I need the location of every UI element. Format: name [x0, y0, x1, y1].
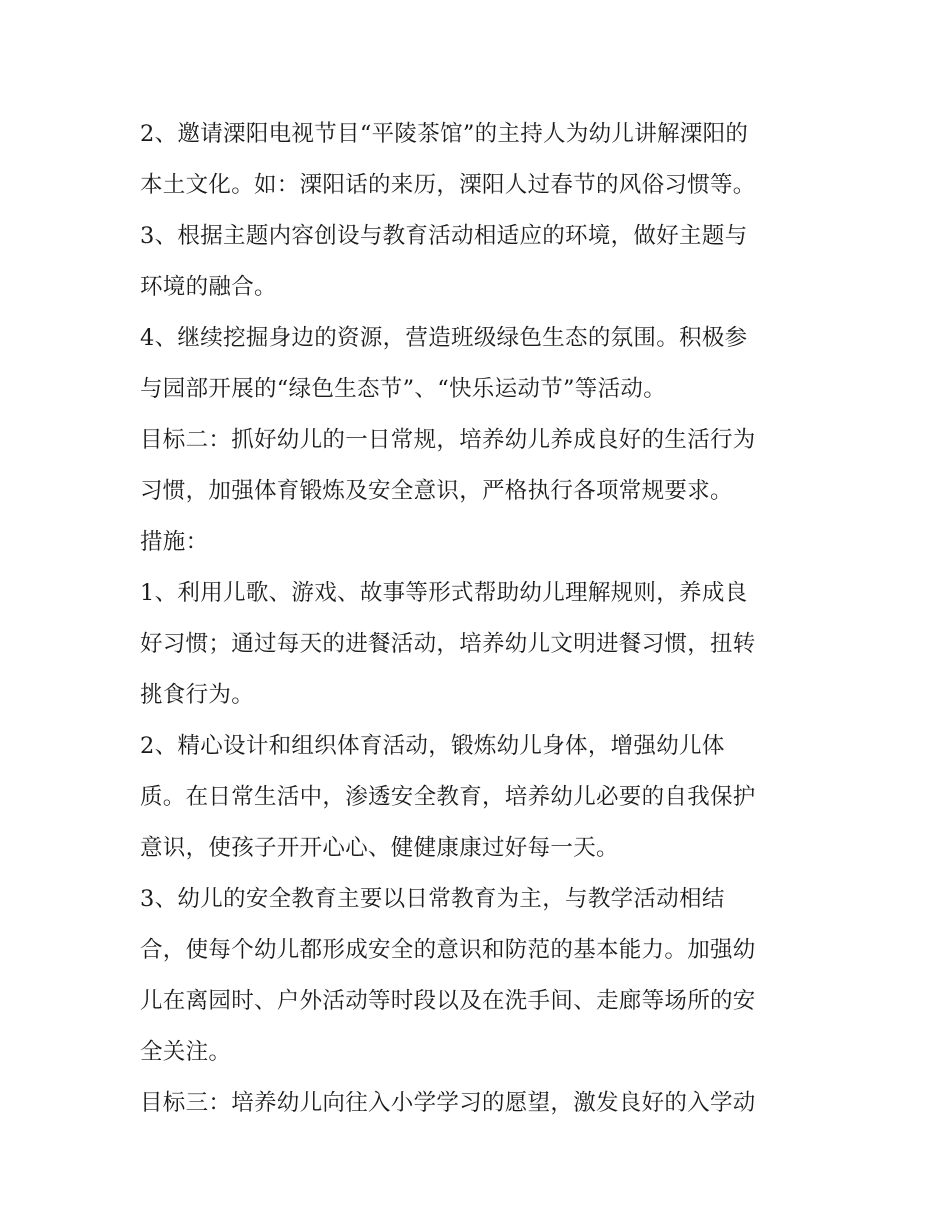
goal-three-heading: 目标三：培养幼儿向往入小学学习的愿望，激发良好的入学动: [140, 1090, 756, 1116]
text-line-measure-2b: 2、精心设计和组织体育活动，锻炼幼儿身体，增强幼儿体: [140, 733, 725, 759]
text-line-measure-1: 1、利用儿歌、游戏、故事等形式帮助幼儿理解规则，养成良: [140, 580, 748, 606]
text-line: 儿在离园时、户外活动等时段以及在洗手间、走廊等场所的安: [140, 988, 756, 1014]
document-body: [140, 109, 820, 1129]
text-line-measure-3: 3、根据主题内容创设与教育活动相适应的环境，做好主题与: [140, 223, 748, 249]
text-line: 意识，使孩子开开心心、健健康康过好每一天。: [140, 835, 619, 861]
text-line: 环境的融合。: [140, 274, 277, 300]
text-line: 全关注。: [140, 1039, 232, 1065]
text-line: 习惯，加强体育锻炼及安全意识，严格执行各项常规要求。: [140, 478, 733, 504]
text-line-measure-4: 4、继续挖掘身边的资源，营造班级绿色生态的氛围。积极参: [140, 325, 748, 351]
text-line-measure-3b: 3、幼儿的安全教育主要以日常教育为主，与教学活动相结: [140, 886, 725, 912]
text-line: 质。在日常生活中，渗透安全教育，培养幼儿必要的自我保护: [140, 784, 756, 810]
text-line: 挑食行为。: [140, 682, 255, 708]
text-line: 合，使每个幼儿都形成安全的意识和防范的基本能力。加强幼: [140, 937, 756, 963]
text-line: 好习惯；通过每天的进餐活动，培养幼儿文明进餐习惯，扭转: [140, 631, 756, 657]
text-line-measure-2: 2、邀请溧阳电视节目“平陵茶馆”的主持人为幼儿讲解溧阳的: [140, 121, 749, 147]
measures-heading: 措施：: [140, 529, 209, 555]
goal-two-heading: 目标二：抓好幼儿的一日常规，培养幼儿养成良好的生活行为: [140, 427, 756, 453]
text-line: 与园部开展的“绿色生态节”、“快乐运动节”等活动。: [140, 376, 667, 402]
text-line: 本土文化。如：溧阳话的来历，溧阳人过春节的风俗习惯等。: [140, 172, 756, 198]
